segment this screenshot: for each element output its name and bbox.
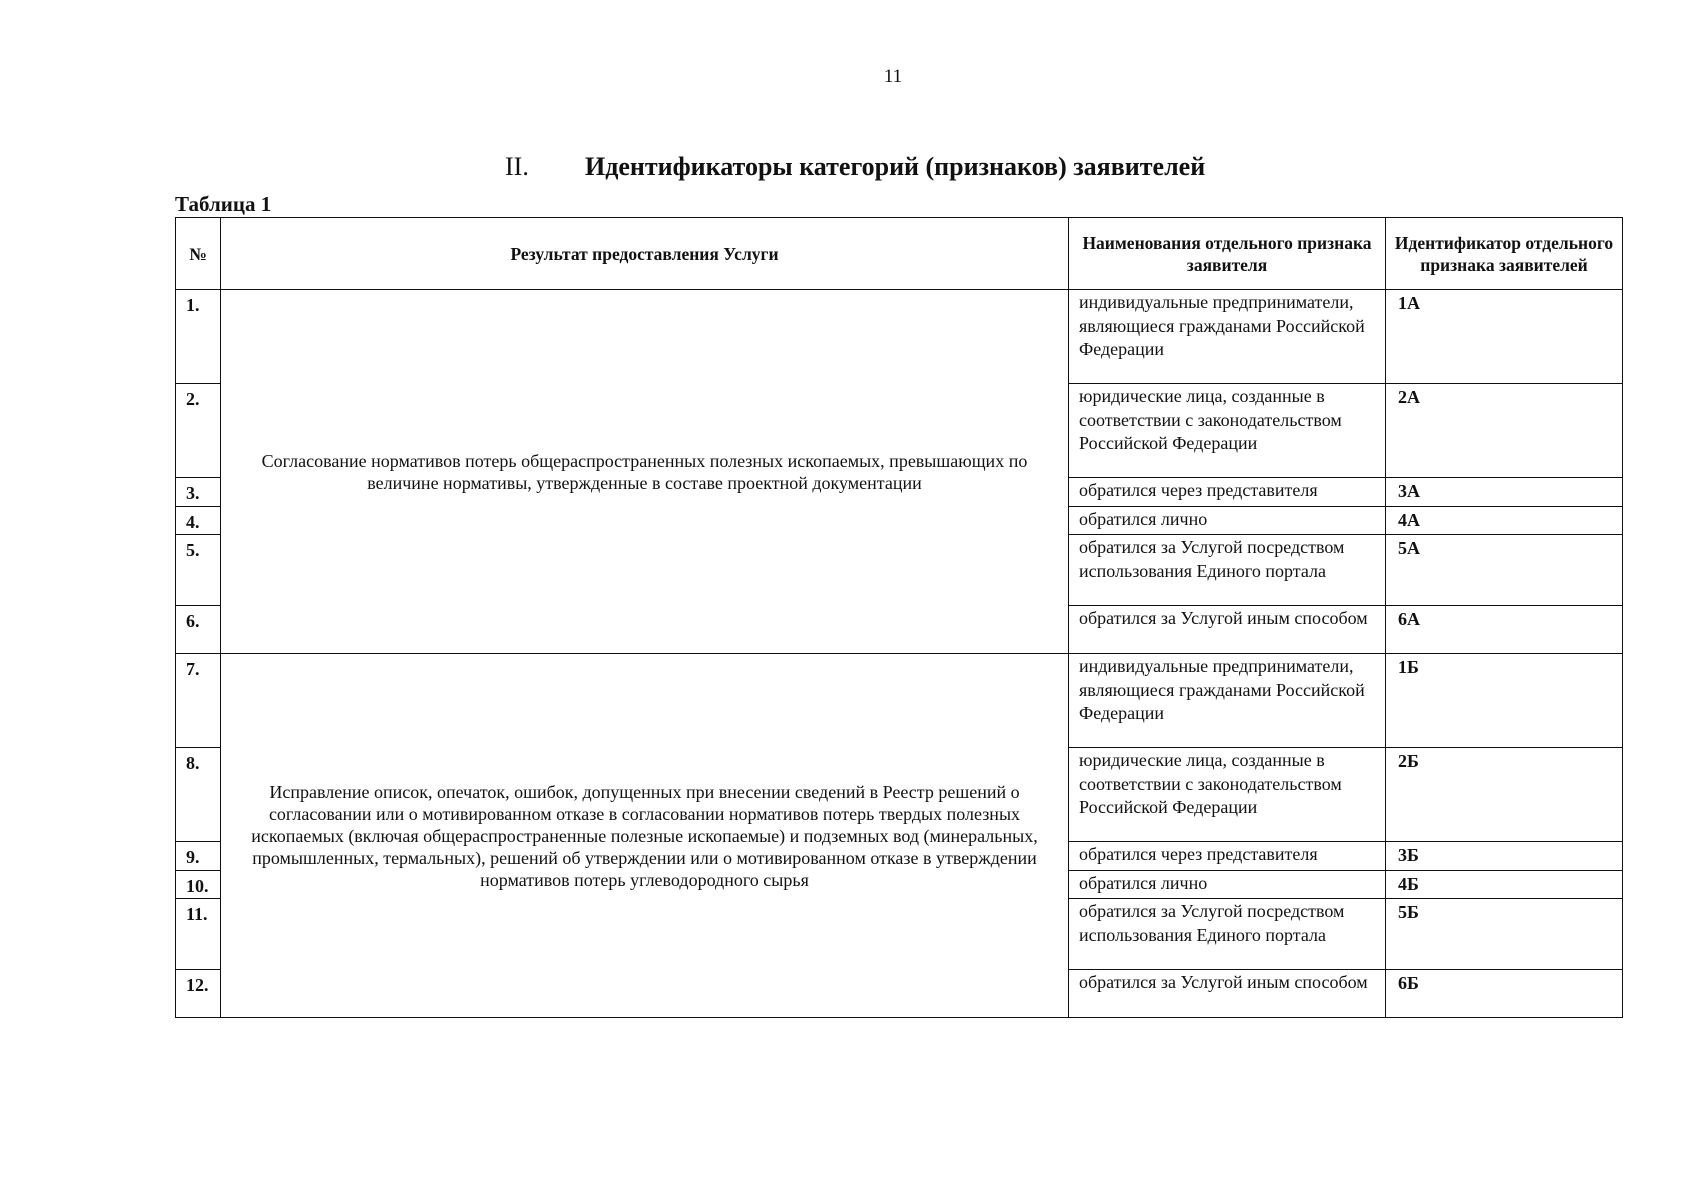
identifier: 1Б [1386,654,1623,748]
sign-name: обратился через представителя [1069,478,1386,507]
row-number: 11. [176,899,221,970]
row-number: 10. [176,870,221,899]
identifier: 3Б [1386,842,1623,871]
header-result: Результат предоставления Услуги [221,218,1069,290]
header-sign-name: Наименования отдельного признака заявителя [1069,218,1386,290]
row-number: 9. [176,842,221,871]
sign-name: индивидуальные предприниматели, являющиеся гражданами Российской Федерации [1069,290,1386,384]
sign-name: индивидуальные предприниматели, являющиеся гражданами Российской Федерации [1069,654,1386,748]
section-number: II. [505,152,529,181]
section-title: Идентификаторы категорий (признаков) заявителей [585,152,1206,181]
identifiers-table [175,217,1623,1018]
sign-name: обратился через представителя [1069,842,1386,871]
row-number: 8. [176,748,221,842]
row-number: 7. [176,654,221,748]
sign-name: юридические лица, созданные в соответствии с законодательством Российской Федерации [1069,748,1386,842]
row-number: 12. [176,970,221,1018]
row-number: 3. [176,478,221,507]
row-number: 1. [176,290,221,384]
row-number: 5. [176,535,221,606]
identifier: 4Б [1386,870,1623,899]
identifier: 5А [1386,535,1623,606]
table-header-row [176,218,1623,290]
identifier: 6А [1386,606,1623,654]
identifier: 6Б [1386,970,1623,1018]
sign-name: обратился за Услугой посредством использования Единого портала [1069,535,1386,606]
sign-name: обратился за Услугой иным способом [1069,970,1386,1018]
section-heading [505,152,1205,182]
sign-name: обратился лично [1069,506,1386,535]
sign-name: обратился за Услугой иным способом [1069,606,1386,654]
header-identifier: Идентификатор отдельного признака заявителей [1386,218,1623,290]
identifier: 4А [1386,506,1623,535]
header-number: № [176,218,221,290]
sign-name: юридические лица, созданные в соответствии с законодательством Российской Федерации [1069,384,1386,478]
row-number: 6. [176,606,221,654]
result-cell: Исправление описок, опечаток, ошибок, допущенных при внесении сведений в Реестр решений о согласовании или о мотивированном отказе в согласовании нормативов потерь твердых полезных ископаемых (включая общераспространенные полезные ископаемые) и подземных вод (минеральных, промышленных, термальных), решений об утверждении или о мотивированном отказе в утверждении нормативов потерь углеводородного сырья [221,654,1069,1018]
table-row [176,290,1623,384]
identifier: 2Б [1386,748,1623,842]
result-cell: Согласование нормативов потерь общераспространенных полезных ископаемых, превышающих по величине нормативы, утвержденные в составе проектной документации [221,290,1069,654]
sign-name: обратился за Услугой посредством использования Единого портала [1069,899,1386,970]
row-number: 4. [176,506,221,535]
identifier: 5Б [1386,899,1623,970]
table-caption: Таблица 1 [175,192,272,216]
identifier: 1А [1386,290,1623,384]
identifier: 3А [1386,478,1623,507]
table-row [176,654,1623,748]
page-number: 11 [883,66,903,87]
identifier: 2А [1386,384,1623,478]
sign-name: обратился лично [1069,870,1386,899]
row-number: 2. [176,384,221,478]
